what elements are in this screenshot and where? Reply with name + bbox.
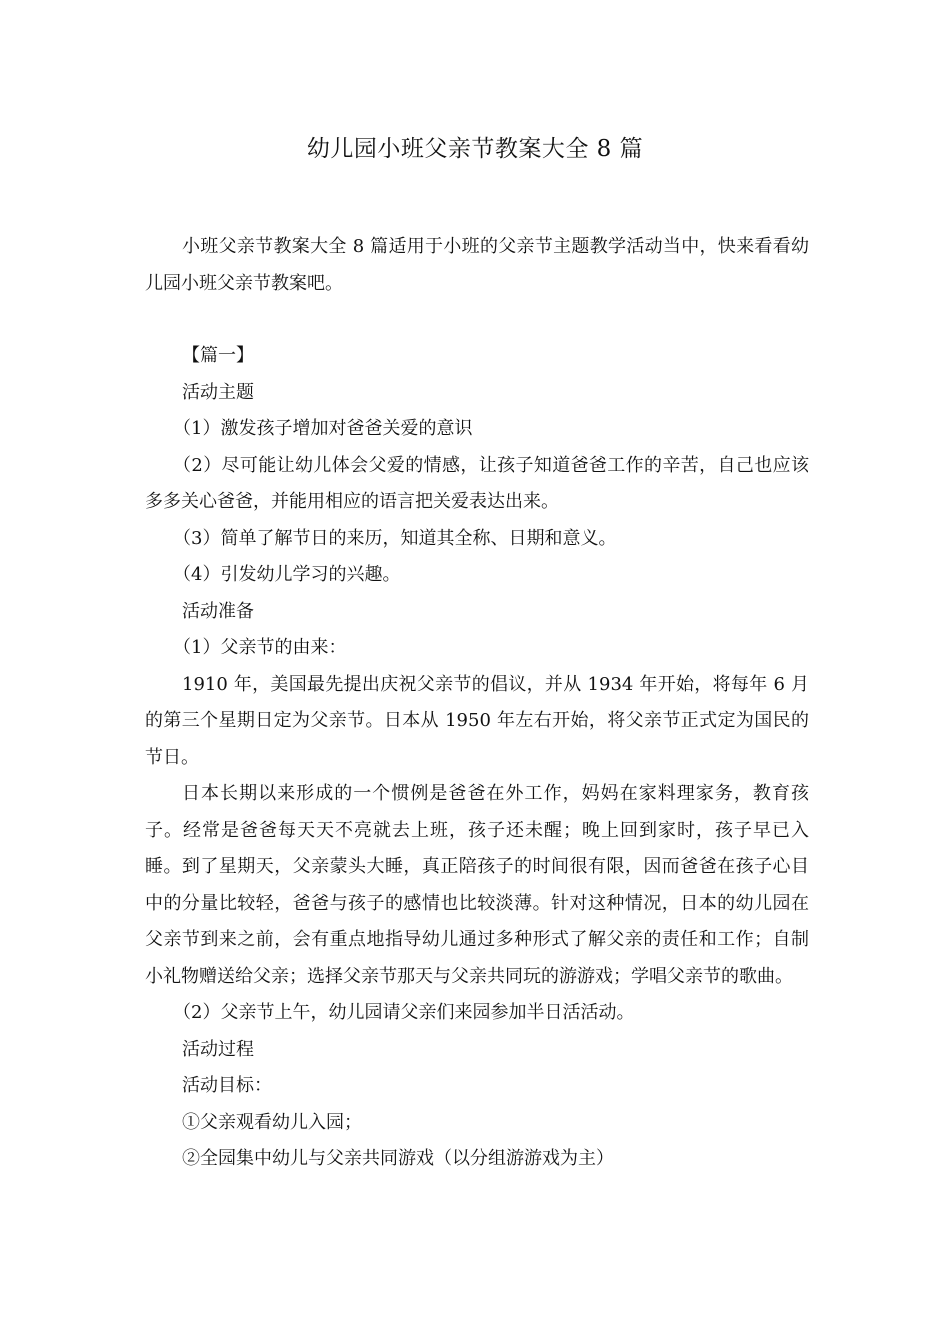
list-item: （4）引发幼儿学习的兴趣。: [173, 564, 401, 585]
subheading-activity-theme: 活动主题: [182, 381, 254, 403]
section-heading: 【篇一】: [182, 345, 254, 366]
list-item: ①父亲观看幼儿入园；: [182, 1111, 362, 1133]
document-body: [145, 338, 809, 1178]
list-item: （1）激发孩子增加对爸爸关爱的意识: [173, 418, 473, 439]
list-item: （3）简单了解节日的来历，知道其全称、日期和意义。: [173, 527, 617, 549]
body-paragraph: 日本长期以来形成的一个惯例是爸爸在外工作，妈妈在家料理家务，教育孩子。经常是爸爸每天天不亮就去上班，孩子还未醒；晚上回到家时，孩子早已入睡。到了星期天，父亲蒙头大睡，真正陪孩子的时间很有限，因而爸爸在孩子心目中的分量比较轻，爸爸与孩子的感情也比较淡薄。针对这种情况，日本的幼儿园在父亲节到来之前，会有重点地指导幼儿通过多种形式了解父亲的责任和工作；自制小礼物赠送给父亲；选择父亲节那天与父亲共同玩的游游戏；学唱父亲节的歌曲。: [145, 783, 809, 987]
body-paragraph: 1910 年，美国最先提出庆祝父亲节的倡议，并从 1934 年开始，将每年 6 月的第三个星期日定为父亲节。日本从 1950 年左右开始，将父亲节正式定为国民的节日。: [145, 673, 809, 768]
subheading-activity-preparation: 活动准备: [182, 600, 254, 622]
subheading-activity-process: 活动过程: [182, 1038, 254, 1060]
intro-paragraph: 小班父亲节教案大全 8 篇适用于小班的父亲节主题教学活动当中，快来看看幼儿园小班父亲节教案吧。: [145, 236, 809, 294]
list-item: （2）尽可能让幼儿体会父爱的情感，让孩子知道爸爸工作的辛苦，自己也应该多多关心爸爸，并能用相应的语言把关爱表达出来。: [145, 454, 809, 512]
subheading-activity-goals: 活动目标：: [182, 1075, 272, 1096]
list-item: （1）父亲节的由来：: [173, 637, 347, 658]
list-item: ②全园集中幼儿与父亲共同游戏（以分组游游戏为主）: [182, 1148, 614, 1169]
document-title: 幼儿园小班父亲节教案大全 8 篇: [306, 136, 644, 162]
list-item: （2）父亲节上午，幼儿园请父亲们来园参加半日活活动。: [173, 1002, 635, 1023]
